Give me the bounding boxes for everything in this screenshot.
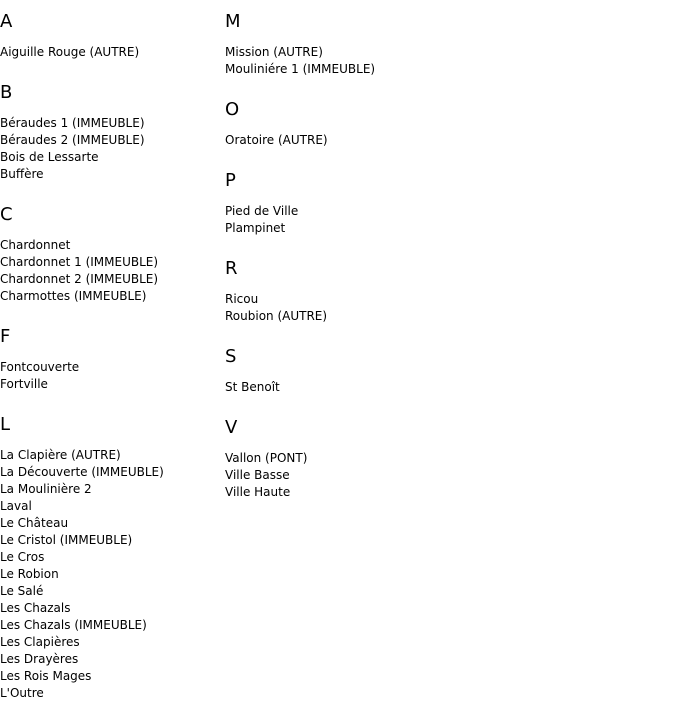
letter-group [225, 347, 525, 396]
place-name: Buffère [0, 167, 44, 181]
letter-group [225, 259, 525, 325]
letter-heading: C [0, 204, 13, 225]
letter-heading: F [0, 326, 11, 347]
place-name: Chardonnet 1 (IMMEUBLE) [0, 255, 159, 269]
place-list [0, 44, 220, 61]
place-name: Aiguille Rouge (AUTRE) [0, 45, 140, 59]
place-name: Fontcouverte [0, 360, 80, 374]
place-name: Pied de Ville [225, 204, 299, 218]
place-name: Mouliniére 1 (IMMEUBLE) [225, 62, 376, 76]
letter-heading: P [225, 170, 236, 191]
letter-heading: A [0, 11, 13, 32]
place-name: Les Chazals (IMMEUBLE) [0, 618, 147, 632]
letter-group [225, 171, 525, 237]
place-name: Ville Basse [225, 468, 290, 482]
letter-group [0, 12, 220, 61]
place-name: Le Robion [0, 567, 59, 581]
place-name: Oratoire (AUTRE) [225, 133, 328, 147]
place-name: Vallon (PONT) [225, 451, 308, 465]
letter-group [225, 12, 525, 78]
place-list [0, 115, 220, 183]
place-list [0, 447, 220, 702]
place-list [225, 450, 525, 501]
place-name: Plampinet [225, 221, 286, 235]
place-name: Chardonnet [0, 238, 71, 252]
place-name: Les Clapières [0, 635, 80, 649]
place-name: La Moulinière 2 [0, 482, 92, 496]
place-list [225, 291, 525, 325]
place-name: Les Rois Mages [0, 669, 92, 683]
place-name: Le Salé [0, 584, 44, 598]
place-name: Bois de Lessarte [0, 150, 99, 164]
place-name: Charmottes (IMMEUBLE) [0, 289, 147, 303]
place-name: Chardonnet 2 (IMMEUBLE) [0, 272, 159, 286]
index-column-left [0, 0, 220, 724]
place-name: Fortville [0, 377, 48, 391]
letter-group [225, 100, 525, 149]
place-name: Ville Haute [225, 485, 291, 499]
letter-heading: L [0, 414, 11, 435]
place-name: Roubion (AUTRE) [225, 309, 328, 323]
letter-heading: B [0, 82, 13, 103]
index-column-right [225, 0, 525, 523]
place-list [225, 203, 525, 237]
place-name: Le Cristol (IMMEUBLE) [0, 533, 133, 547]
place-name: La Découverte (IMMEUBLE) [0, 465, 164, 479]
letter-group [0, 415, 220, 702]
letter-group [0, 205, 220, 305]
place-name: Mission (AUTRE) [225, 45, 323, 59]
place-list [225, 132, 525, 149]
place-name: Laval [0, 499, 32, 513]
place-name: Le Cros [0, 550, 45, 564]
place-name: La Clapière (AUTRE) [0, 448, 121, 462]
place-list [0, 237, 220, 305]
place-name: Ricou [225, 292, 259, 306]
place-list [0, 359, 220, 393]
place-name: Les Drayères [0, 652, 79, 666]
place-name: Béraudes 2 (IMMEUBLE) [0, 133, 145, 147]
letter-heading: O [225, 99, 240, 120]
letter-group [225, 418, 525, 501]
letter-heading: R [225, 258, 238, 279]
place-list [225, 379, 525, 396]
place-name: L'Outre [0, 686, 44, 700]
letter-heading: S [225, 346, 237, 367]
place-name: Béraudes 1 (IMMEUBLE) [0, 116, 145, 130]
letter-heading: V [225, 417, 238, 438]
place-name: Le Château [0, 516, 69, 530]
letter-group [0, 83, 220, 183]
place-list [225, 44, 525, 78]
letter-heading: M [225, 11, 241, 32]
place-name: St Benoît [225, 380, 280, 394]
letter-group [0, 327, 220, 393]
place-name: Les Chazals [0, 601, 71, 615]
